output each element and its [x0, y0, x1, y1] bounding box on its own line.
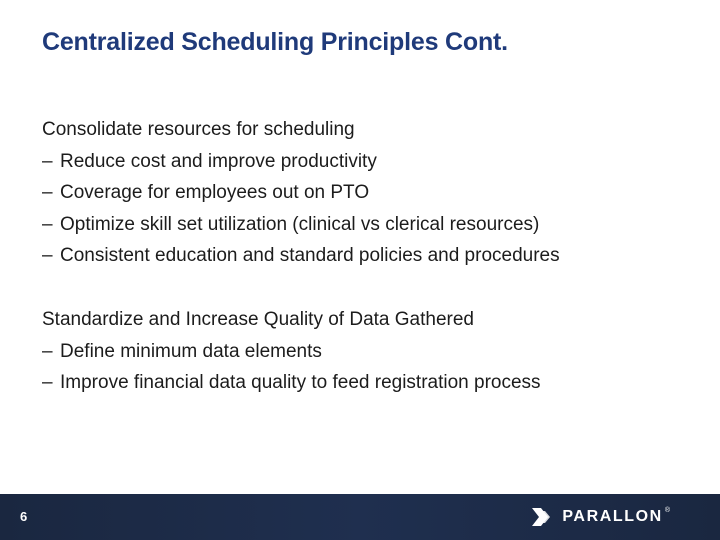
content-section-2: [42, 304, 541, 399]
bullet-text: Coverage for employees out on PTO: [60, 182, 370, 203]
bullet-item: [42, 146, 560, 178]
bullet-dash: –: [42, 182, 53, 203]
bullet-item: [42, 209, 560, 241]
bullet-item: [42, 177, 560, 209]
section-heading: Standardize and Increase Quality of Data Gathered: [42, 309, 474, 330]
bullet-text: Reduce cost and improve productivity: [60, 150, 377, 172]
content-section-1: [42, 114, 560, 272]
bullet-text: Optimize skill set utilization (clinical vs clerical resources): [60, 213, 540, 235]
logo-wordmark: PARALLON: [562, 508, 663, 525]
section-heading: Consolidate resources for scheduling: [42, 119, 355, 140]
bullet-item: [42, 367, 541, 399]
bullet-text: Consistent education and standard policies and procedures: [60, 245, 560, 266]
bullet-item: [42, 336, 541, 368]
bullet-dash: –: [42, 372, 53, 393]
bullet-dash: –: [42, 213, 53, 235]
page-number: 6: [20, 509, 28, 524]
arrow-chevron-icon: [532, 508, 556, 526]
bullet-dash: –: [42, 245, 53, 266]
bullet-text: Improve financial data quality to feed registration process: [60, 372, 541, 393]
parallon-logo: [532, 507, 670, 527]
registered-mark: ®: [664, 507, 670, 514]
footer-bar: [0, 494, 720, 540]
bullet-item: [42, 240, 560, 272]
bullet-text: Define minimum data elements: [60, 340, 322, 362]
bullet-dash: –: [42, 340, 53, 362]
bullet-dash: –: [42, 150, 53, 172]
slide-title: Centralized Scheduling Principles Cont.: [42, 28, 508, 56]
